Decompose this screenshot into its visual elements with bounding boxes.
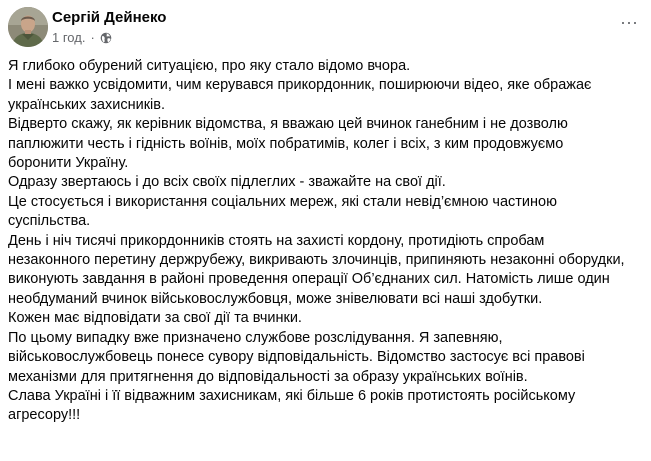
post-paragraph: Слава Україні і її відважним захисникам, які більше 6 років протистоять російському агресору!!! bbox=[8, 387, 576, 424]
post-paragraph: Відверто скажу, як керівник відомства, я вважаю цей вчинок ганебним і не дозволю паплюжити честь і гідність воїнів, моїх побратимів, колег і всіх, з ким продовжуємо боронити Україну. bbox=[8, 116, 568, 172]
post-header bbox=[8, 6, 643, 50]
post-paragraph: Це стосується і використання соціальних мереж, які стали невід’ємною частиною суспільства. bbox=[8, 193, 557, 230]
author-name[interactable]: Сергій Дейнеко bbox=[52, 9, 167, 26]
post-timestamp[interactable]: 1 год. bbox=[52, 30, 86, 45]
post-text bbox=[8, 57, 626, 426]
avatar[interactable] bbox=[8, 7, 48, 47]
more-options-icon[interactable]: ··· bbox=[620, 11, 638, 32]
post-paragraph: Я глибоко обурений ситуацією, про яку стало відомо вчора. bbox=[8, 58, 411, 74]
post-paragraph: По цьому випадку вже призначено службове розслідування. Я запевняю, військовослужбовець понесе сувору відповідальність. Відомство застосує всі правові механізми для притягнення до відповідальності за образу українських воїнів. bbox=[8, 329, 585, 385]
post-paragraph: День і ніч тисячі прикордонників стоять на захисті кордону, протидіють спробам незаконного перетину держрубежу, викривають злочинців, припиняють незаконні оборудки, виконують завдання в районі проведення операції Об’єднаних сил. Натомість лише один необдуманий вчинок військовослужбовця, може знівелювати всі наші здобутки. bbox=[8, 232, 625, 307]
post-paragraph: І мені важко усвідомити, чим керувався прикордонник, поширюючи відео, яке ображає українських захисників. bbox=[8, 77, 592, 113]
post-paragraph: Одразу звертаюсь і до всіх своїх підлеглих - зважайте на свої дії. bbox=[8, 174, 446, 191]
globe-icon[interactable] bbox=[100, 32, 112, 44]
avatar-photo bbox=[8, 7, 48, 47]
post-paragraph: Кожен має відповідати за свої дії та вчинки. bbox=[8, 310, 302, 327]
meta-separator: · bbox=[90, 30, 95, 45]
post-meta bbox=[52, 30, 112, 45]
